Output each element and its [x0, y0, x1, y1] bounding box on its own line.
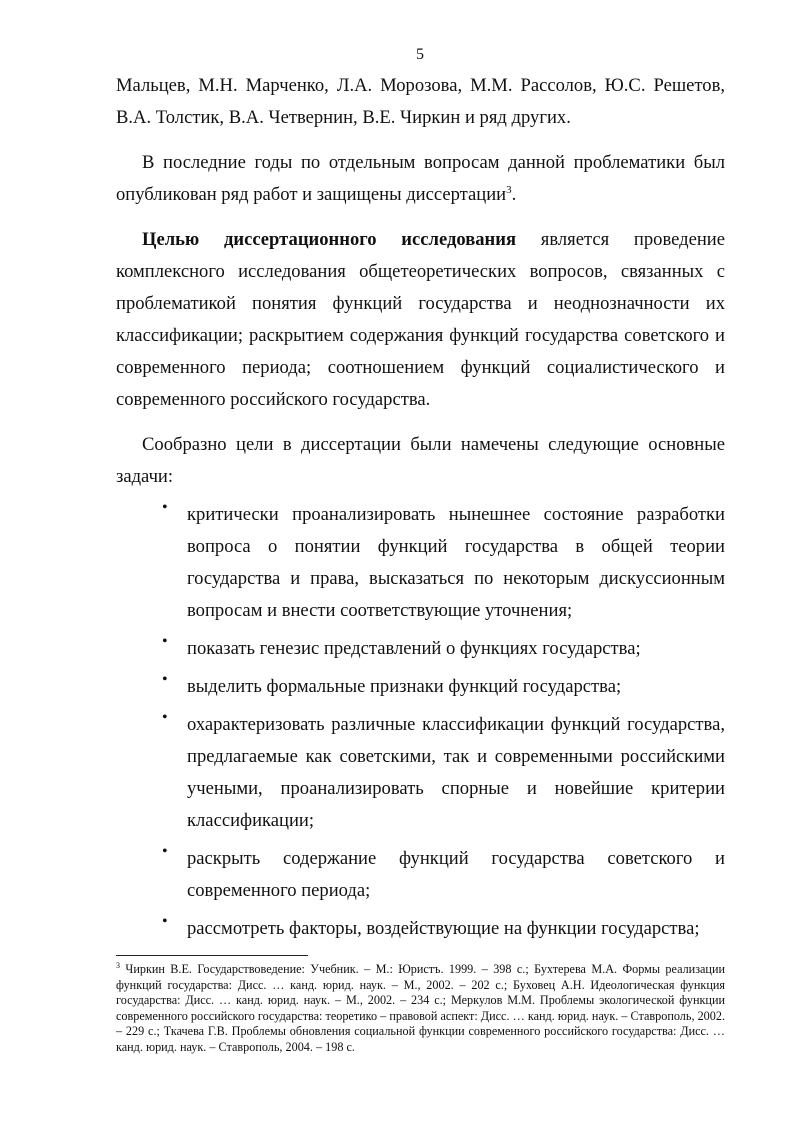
list-item: [116, 499, 725, 627]
page-number: 5: [416, 46, 424, 63]
bullet-icon: •: [162, 499, 168, 516]
paragraph-recent-works: [116, 147, 725, 211]
list-item: [116, 913, 725, 945]
bullet-icon: •: [162, 709, 168, 726]
list-item: [116, 709, 725, 837]
list-item: [116, 671, 725, 703]
bullet-icon: •: [162, 633, 168, 650]
footnote: [116, 962, 725, 1055]
list-item: [116, 843, 725, 907]
task-list: [116, 499, 725, 945]
footnote-marker: 3: [116, 960, 120, 970]
paragraph-text: В последние годы по отдельным вопросам данной проблематики был опубликован ряд работ и защищены диссертации: [116, 152, 725, 205]
paragraph-research-goal: [116, 224, 725, 416]
paragraph-authors-continued: Мальцев, М.Н. Марченко, Л.А. Морозова, М.М. Рассолов, Ю.С. Решетов, В.А. Толстик, В.А. Четвернин, В.Е. Чиркин и ряд других.: [116, 75, 725, 128]
footnote-reference: 3: [506, 183, 512, 196]
task-text: охарактеризовать различные классификации функций государства, предлагаемые как советскими, так и современными российскими учеными, проанализировать спорные и новейшие критерии классификации;: [187, 714, 725, 831]
paragraph-end: .: [511, 184, 517, 205]
bullet-icon: •: [162, 913, 168, 930]
paragraph-tasks-intro: Сообразно цели в диссертации были намечены следующие основные задачи:: [116, 434, 725, 487]
list-item: [116, 633, 725, 665]
goal-heading: Целью диссертационного исследования: [142, 229, 517, 250]
task-text: рассмотреть факторы, воздействующие на функции государства;: [187, 918, 700, 939]
task-text: критически проанализировать нынешнее состояние разработки вопроса о понятии функций государства в общей теории государства и права, высказаться по некоторым дискуссионным вопросам и внести соответствующие уточнения;: [187, 504, 725, 621]
footnote-separator: [116, 955, 308, 956]
bullet-icon: •: [162, 671, 168, 688]
task-text: выделить формальные признаки функций государства;: [187, 676, 622, 697]
task-text: показать генезис представлений о функциях государства;: [187, 638, 641, 659]
task-text: раскрыть содержание функций государства советского и современного периода;: [187, 848, 725, 901]
bullet-icon: •: [162, 843, 168, 860]
footnote-text: Чиркин В.Е. Государствоведение: Учебник. – М.: Юристъ. 1999. – 398 с.; Бухтерева М.А. Формы реализации функций государства: Дисс. … канд. юрид. наук. – М., 2002. – 202 с.; Буховец А.Н. Идеологическая функция государства: Дисс. … канд. юрид. наук. – М., 2002. – 234 с.; Меркулов М.М. Проблемы экологической функции современного российского государства: теоретико – правовой аспект: Дисс. … канд. юрид. наук. – Ставрополь, 2002. – 229 с.; Ткачева Г.В. Проблемы обновления социальной функции современного российского государства: Дисс. … канд. юрид. наук. – Ставрополь, 2004. – 198 с.: [116, 962, 725, 1054]
goal-text: является проведение комплексного исследования общетеоретических вопросов, связанных с проблематикой понятия функций государства и неоднозначности их классификации; раскрытием содержания функций государства советского и современного периода; соотношением функций социалистического и современного российского государства.: [116, 229, 725, 410]
main-text: [116, 70, 725, 951]
